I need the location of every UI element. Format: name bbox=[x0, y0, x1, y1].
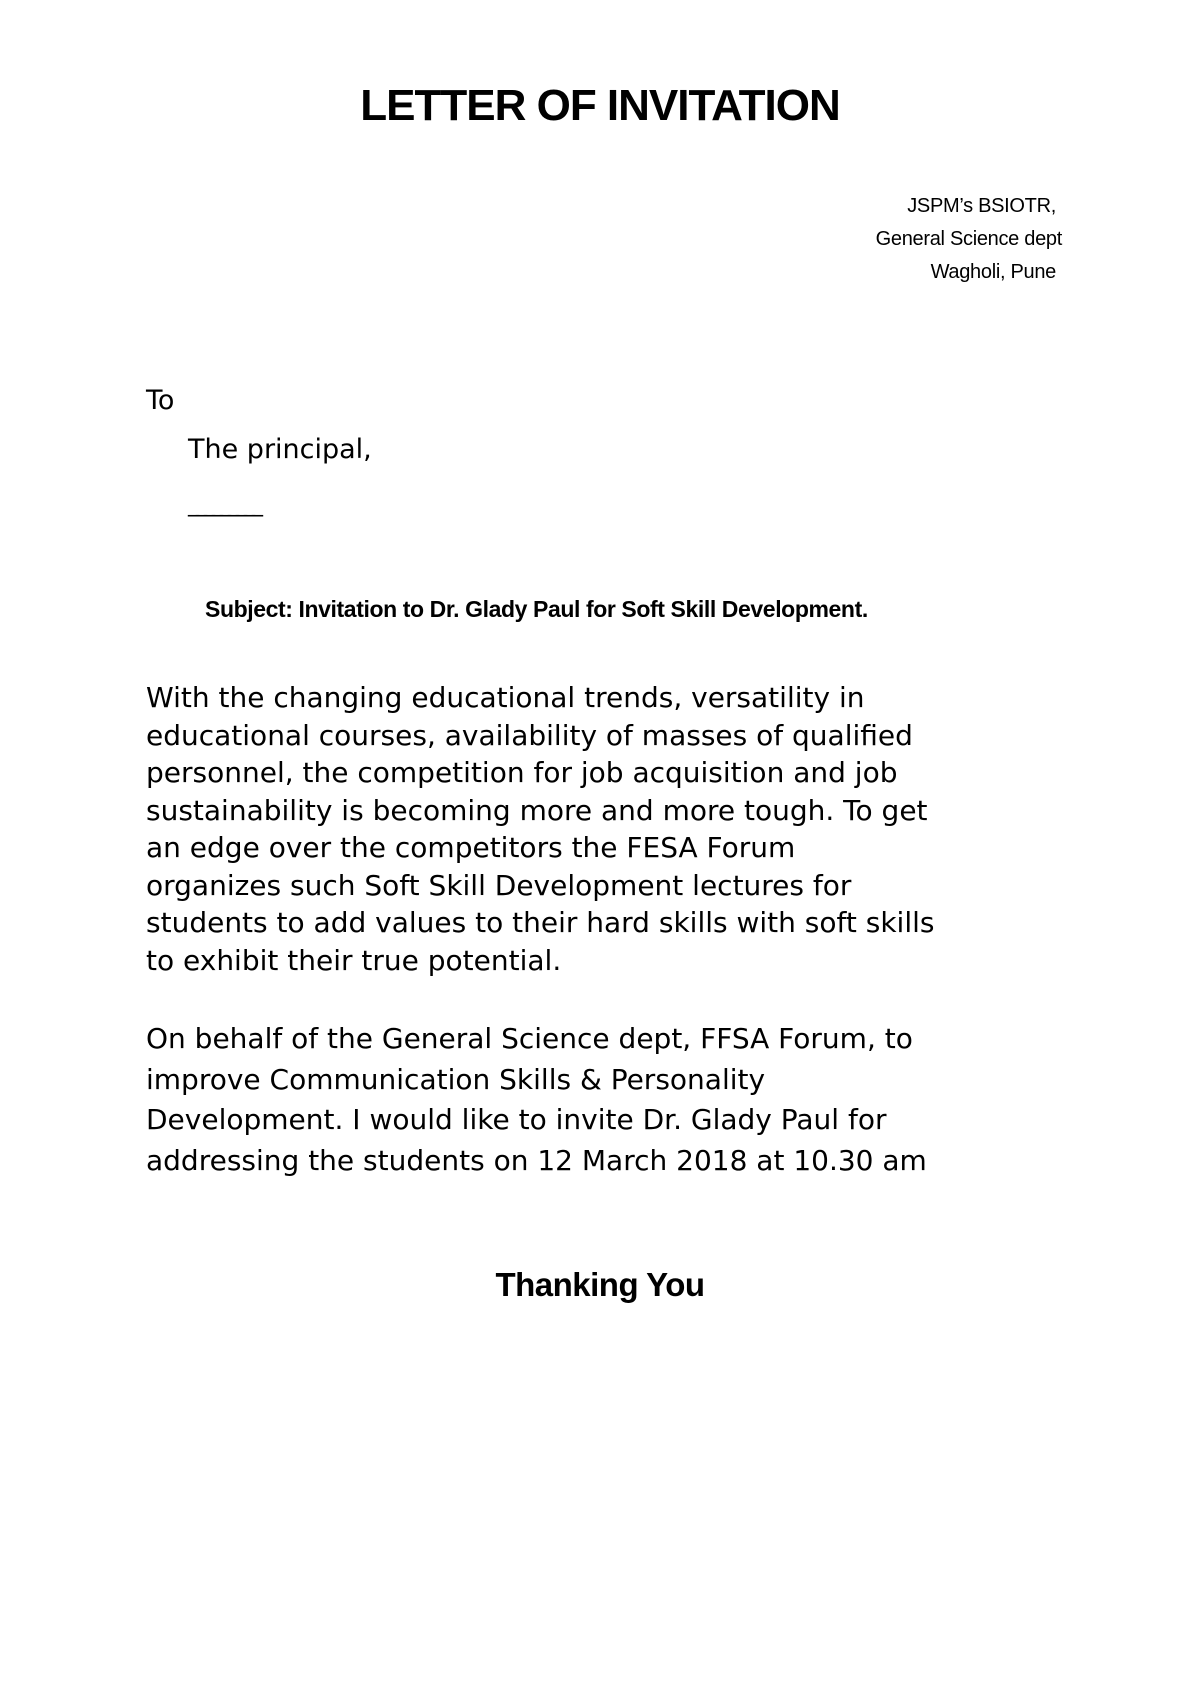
paragraph-line: educational courses, availability of masses of qualified bbox=[146, 718, 913, 752]
paragraph-line: organizes such Soft Skill Development lectures for bbox=[146, 868, 852, 902]
letter-title: LETTER OF INVITATION bbox=[360, 81, 840, 130]
paragraph-line: an edge over the competitors the FESA Forum bbox=[146, 831, 796, 864]
to-label: To bbox=[146, 385, 175, 416]
paragraph-line: Development. I would like to invite Dr. Glady Paul for bbox=[146, 1103, 887, 1136]
sender-institution: JSPM’s BSIOTR, bbox=[907, 195, 1056, 217]
paragraph-line: sustainability is becoming more and more tough. To get bbox=[146, 793, 928, 827]
sender-location: Wagholi, Pune bbox=[930, 261, 1056, 283]
recipient-title: The principal, bbox=[188, 434, 372, 465]
paragraph-line: With the changing educational trends, versatility in bbox=[146, 681, 865, 714]
sender-department: General Science dept bbox=[875, 228, 1062, 250]
closing-line: Thanking You bbox=[495, 1266, 705, 1303]
body-paragraph-2 bbox=[146, 1019, 1086, 1181]
paragraph-line: improve Communication Skills & Personality bbox=[146, 1062, 766, 1096]
recipient-blank-line: _________ bbox=[188, 492, 260, 517]
paragraph-line: students to add values to their hard skills with soft skills bbox=[146, 906, 935, 939]
subject-line: Subject: Invitation to Dr. Glady Paul for Soft Skill Development. bbox=[205, 596, 868, 622]
paragraph-line: addressing the students on 12 March 2018 at 10.30 am bbox=[146, 1143, 927, 1177]
paragraph-line: to exhibit their true potential. bbox=[146, 943, 562, 977]
paragraph-line: On behalf of the General Science dept, FFSA Forum, to bbox=[146, 1022, 913, 1055]
paragraph-line: personnel, the competition for job acquisition and job bbox=[146, 756, 898, 789]
body-paragraph-1 bbox=[146, 679, 1086, 979]
sender-address bbox=[662, 190, 1062, 289]
